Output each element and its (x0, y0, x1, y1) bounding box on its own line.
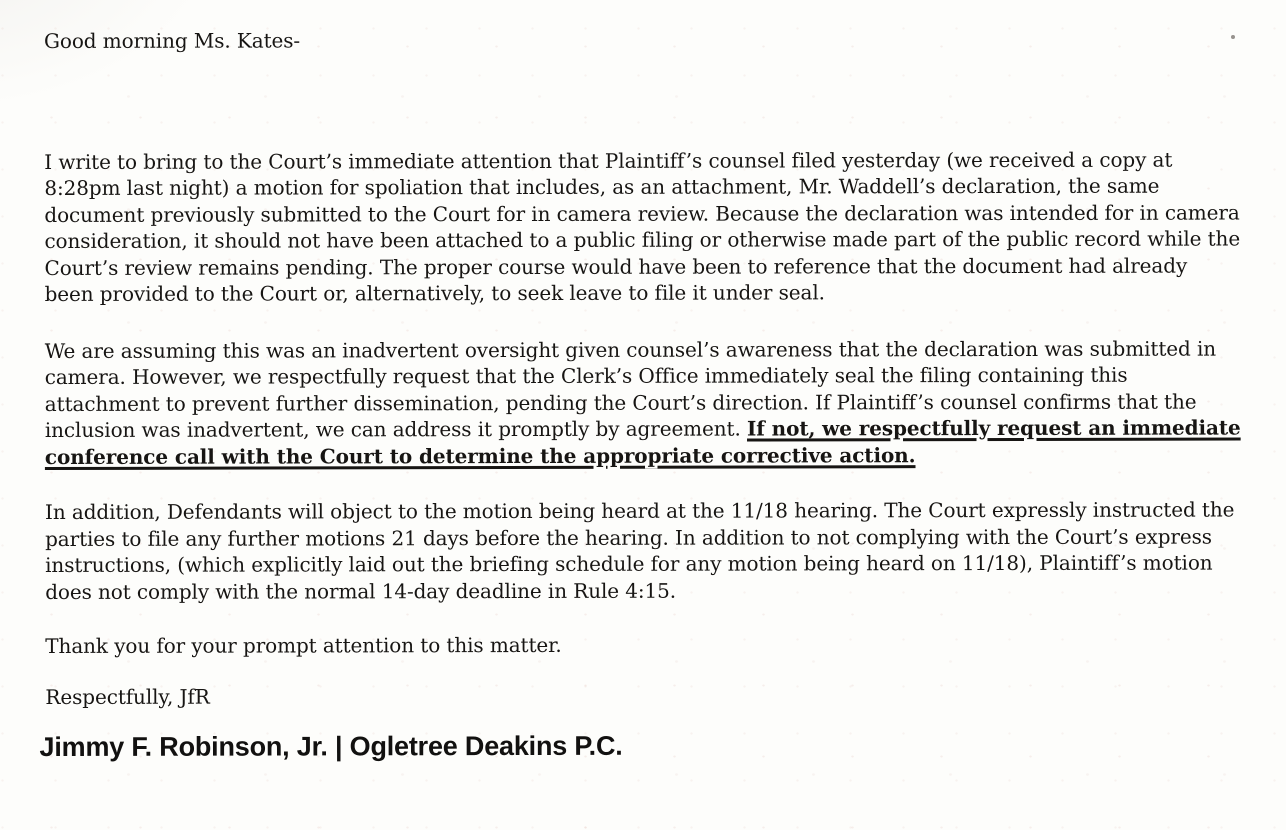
signature-line: Jimmy F. Robinson, Jr. | Ogletree Deakins P.C. (39, 730, 623, 763)
paragraph-hearing-objection: In addition, Defendants will object to the motion being heard at the 11/18 hearing. The Court expressly instructed the parties to file any further motions 21 days before the hearing. In addition to not complying with the Court’s express instructions, (which explicitly laid out the briefing schedule for any motion being heard on 11/18), Plaintiff’s motion does not comply with the normal 14-day deadline in Rule 4:15. (44, 497, 1235, 604)
paragraph-seal-request-emphasis: If not, we respectfully request an immediate conference call with the Court to determine the appropriate corrective action. (44, 415, 1241, 469)
signoff-line: Respectfully, JfR (45, 684, 210, 709)
greeting-line: Good morning Ms. Kates- (44, 28, 301, 53)
letter-content (39, 25, 1242, 763)
paragraph-seal-request-text: We are assuming this was an inadvertent oversight given counsel’s awareness that the declaration was submitted in camera. However, we respectfully request that the Clerk’s Office immediately seal the filing containing this attachment to prevent further dissemination, pending the Court’s direction. If Plaintiff’s counsel confirms that the inclusion was inadvertent, we can address it promptly by agreement. (44, 336, 1217, 442)
closing-line: Thank you for your prompt attention to this matter. (45, 632, 562, 658)
paragraph-spoliation-motion: I write to bring to the Court’s immediate attention that Plaintiff’s counsel filed yesterday (we received a copy at 8:28pm last night) a motion for spoliation that includes, as an attachment, Mr. Waddell’s declaration, the same document previously submitted to the Court for in camera review. Because the declaration was intended for in camera consideration, it should not have been attached to a public filing or otherwise made part of the public record while the Court’s review remains pending. The proper course would have been to reference that the document had already been provided to the Court or, alternatively, to seek leave to file it under seal. (44, 147, 1241, 306)
paragraph-seal-request (45, 335, 1241, 470)
